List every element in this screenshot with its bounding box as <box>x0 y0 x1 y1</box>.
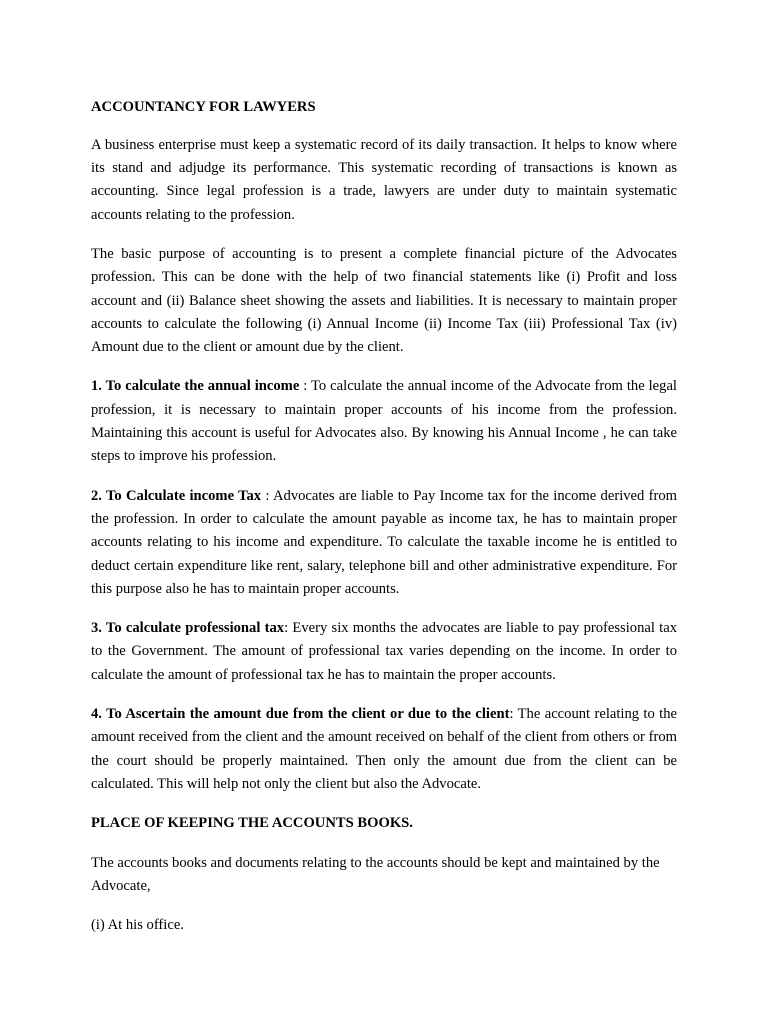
point-3-separator: : <box>284 620 293 637</box>
intro-paragraph-2: The basic purpose of accounting is to present a complete financial picture of the Advocates profession. This can be done with the help of two financial statements like (i) Profit and loss account and (ii) Balance sheet showing the assets and liabilities. It is necessary to maintain proper accounts to calculate the following (i) Annual Income (ii) Income Tax (iii) Professional Tax (iv) Amount due to the client or amount due by the client. <box>91 245 677 356</box>
section-paragraph: The accounts books and documents relating to the accounts should be kept and maintained by the Advocate, <box>91 854 660 894</box>
point-2-text: Advocates are liable to Pay Income tax for the income derived from the profession. In order to calculate the amount payable as income tax, he has to maintain proper accounts relating to his income and expenditure. To calculate the taxable income he is entitled to deduct certain expenditure like rent, salary, telephone bill and other administrative expenditure. For this purpose also he has to maintain proper accounts. <box>91 487 678 597</box>
point-4-text: The account relating to the amount received from the client and the amount received on behalf of the client from others or from the court should be properly maintained. Then only the amount due from the client can be calculated. This will help not only the client but also the Advocate. <box>91 706 677 792</box>
point-2-title: 2. To Calculate income Tax <box>91 487 262 504</box>
point-3-paragraph <box>91 617 677 687</box>
point-1-separator: : <box>299 378 312 395</box>
list-item-1: (i) At his office. <box>91 917 184 934</box>
section-heading: PLACE OF KEEPING THE ACCOUNTS BOOKS. <box>91 815 413 832</box>
point-4-paragraph <box>91 703 677 796</box>
document-page <box>91 96 677 953</box>
point-1-text: To calculate the annual income of the Advocate from the legal profession, it is necessary to maintain proper accounts of his income from the profession. Maintaining this account is useful for Advocates also. By knowing his Annual Income , he can take steps to improve his profession. <box>91 378 677 465</box>
point-3-text: Every six months the advocates are liable to pay professional tax to the Government. The amount of professional tax varies depending on the income. In order to calculate the amount of professional tax he has to maintain the proper accounts. <box>91 620 677 683</box>
point-4-title: 4. To Ascertain the amount due from the client or due to the client <box>91 706 510 723</box>
document-title: ACCOUNTANCY FOR LAWYERS <box>91 99 316 115</box>
point-2-separator: : <box>261 487 273 504</box>
point-1-title: 1. To calculate the annual income <box>91 378 300 395</box>
point-3-title: 3. To calculate professional tax <box>91 620 285 637</box>
point-4-separator: : <box>509 706 518 723</box>
point-1-paragraph <box>91 375 677 468</box>
point-2-paragraph <box>91 485 677 601</box>
intro-paragraph-1: A business enterprise must keep a systematic record of its daily transaction. It helps to know where its stand and adjudge its performance. This systematic recording of transactions is known as accounting. Since legal profession is a trade, lawyers are under duty to maintain systematic accounts relating to the profession. <box>91 136 677 223</box>
